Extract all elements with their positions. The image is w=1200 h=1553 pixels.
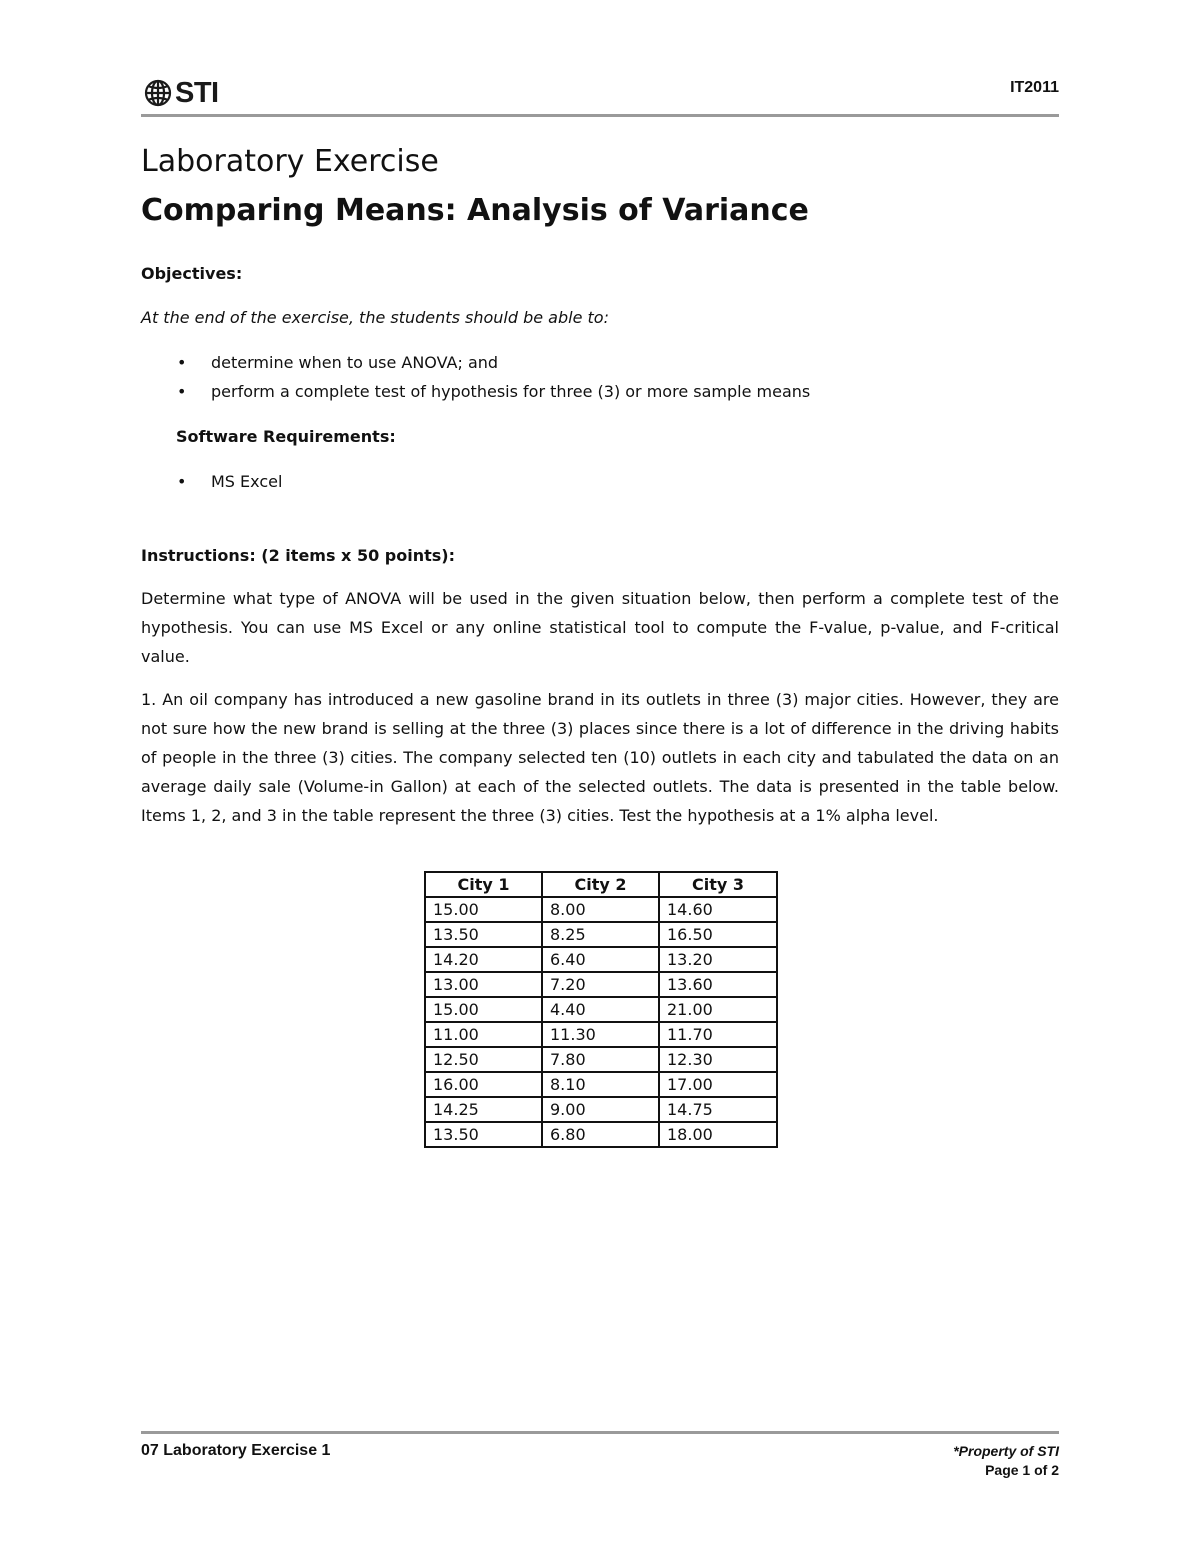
table-cell: 15.00 [425, 997, 542, 1022]
table-row [425, 1072, 777, 1097]
table-row [425, 922, 777, 947]
table-cell: 7.80 [542, 1047, 659, 1072]
table-cell: 13.60 [659, 972, 777, 997]
table-cell: 13.20 [659, 947, 777, 972]
table-cell: 14.60 [659, 897, 777, 922]
table-cell: 12.30 [659, 1047, 777, 1072]
table-row [425, 897, 777, 922]
instructions-heading: Instructions: (2 items x 50 points): [141, 546, 455, 565]
footer-right [953, 1442, 1059, 1480]
course-code: IT2011 [1010, 79, 1059, 96]
table-cell: 14.25 [425, 1097, 542, 1122]
table-cell: 8.25 [542, 922, 659, 947]
table-cell: 16.00 [425, 1072, 542, 1097]
list-item: • MS Excel [141, 467, 282, 496]
instructions-paragraph: Determine what type of ANOVA will be used in the given situation below, then perform a complete test of the hypothesis. You can use MS Excel or any online statistical tool to compute the F-value, p-value, and F-critical value. [141, 589, 1059, 666]
table-cell: 14.75 [659, 1097, 777, 1122]
table-cell: 11.30 [542, 1022, 659, 1047]
table-cell: 16.50 [659, 922, 777, 947]
footer-divider [141, 1431, 1059, 1434]
table-cell: 13.00 [425, 972, 542, 997]
objectives-heading: Objectives: [141, 264, 243, 283]
list-item: • determine when to use ANOVA; and [141, 348, 810, 377]
list-item: • perform a complete test of hypothesis for three (3) or more sample means [141, 377, 810, 406]
table-header-row [425, 872, 777, 897]
page-subtitle: Comparing Means: Analysis of Variance [141, 193, 809, 228]
column-header: City 3 [659, 872, 777, 897]
table-cell: 14.20 [425, 947, 542, 972]
table-row [425, 972, 777, 997]
globe-icon [143, 78, 173, 108]
table-cell: 17.00 [659, 1072, 777, 1097]
problem-1-text: 1. An oil company has introduced a new gasoline brand in its outlets in three (3) major cities. However, they are not sure how the new brand is selling at the three (3) places since there is a lot of difference in the driving habits of people in the three (3) cities. The company selected ten (10) outlets in each city and tabulated the data on an average daily sale (Volume-in Gallon) at each of the selected outlets. The data is presented in the table below. Items 1, 2, and 3 in the table represent the three (3) cities. Test the hypothesis at a 1% alpha level. [141, 690, 1059, 825]
property-notice: *Property of STI [953, 1443, 1059, 1459]
table-cell: 15.00 [425, 897, 542, 922]
table-cell: 12.50 [425, 1047, 542, 1072]
table-cell: 8.00 [542, 897, 659, 922]
table-row [425, 1122, 777, 1147]
footer-document-name: 07 Laboratory Exercise 1 [141, 1442, 331, 1459]
column-header: City 2 [542, 872, 659, 897]
objectives-list [141, 348, 810, 406]
table-cell: 9.00 [542, 1097, 659, 1122]
table-row [425, 947, 777, 972]
table-row [425, 1047, 777, 1072]
table-cell: 13.50 [425, 922, 542, 947]
logo-text: STI [175, 76, 219, 109]
header-divider [141, 114, 1059, 117]
table-row [425, 997, 777, 1022]
table-cell: 21.00 [659, 997, 777, 1022]
page-title: Laboratory Exercise [141, 144, 439, 179]
table-cell: 11.70 [659, 1022, 777, 1047]
table-cell: 7.20 [542, 972, 659, 997]
objectives-intro: At the end of the exercise, the students should be able to: [141, 308, 609, 327]
page-number: Page 1 of 2 [985, 1462, 1059, 1478]
table-cell: 6.80 [542, 1122, 659, 1147]
table-cell: 8.10 [542, 1072, 659, 1097]
data-table [424, 871, 778, 1148]
table-cell: 13.50 [425, 1122, 542, 1147]
software-list [141, 467, 282, 496]
table-cell: 11.00 [425, 1022, 542, 1047]
software-heading: Software Requirements: [176, 427, 396, 446]
table-row [425, 1097, 777, 1122]
table-cell: 4.40 [542, 997, 659, 1022]
table-row [425, 1022, 777, 1047]
column-header: City 1 [425, 872, 542, 897]
sti-logo [143, 76, 219, 110]
table-cell: 18.00 [659, 1122, 777, 1147]
table-cell: 6.40 [542, 947, 659, 972]
